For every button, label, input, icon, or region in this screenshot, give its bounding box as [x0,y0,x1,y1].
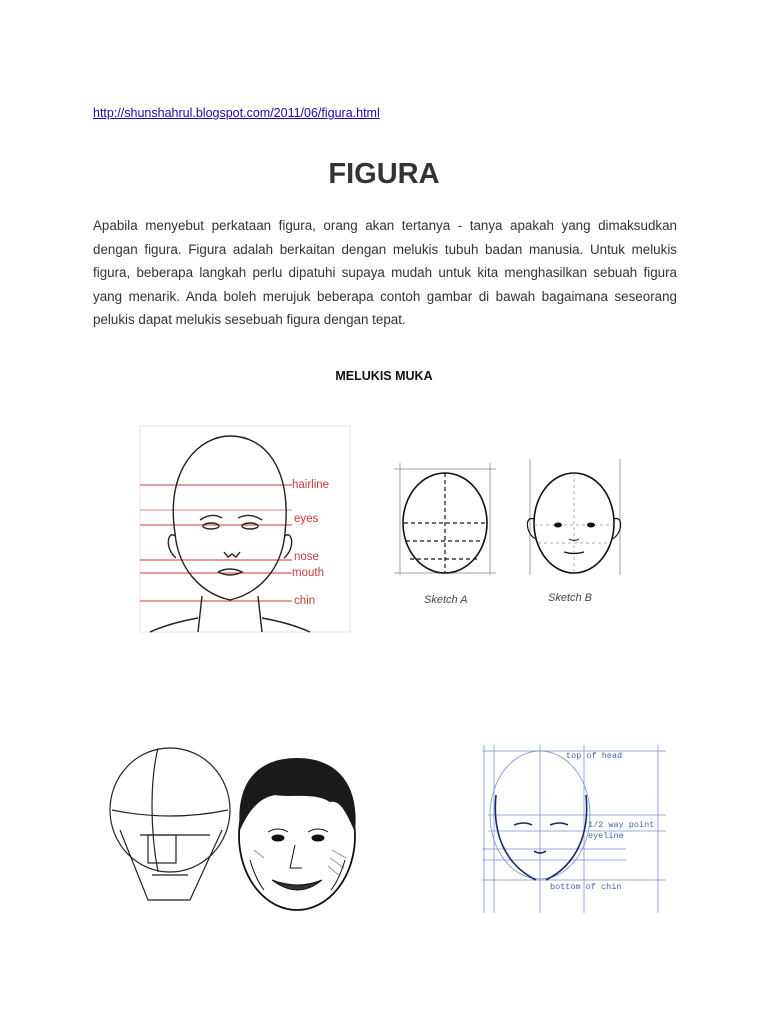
label-sketch-b: Sketch B [548,592,593,604]
label-eyeline: eyeline [588,831,624,841]
label-chin: chin [294,595,316,607]
figure-blue-proportions [476,745,666,915]
intro-paragraph: Apabila menyebut perkataan figura, orang akan tertanya - tanya apakah yang dimaksudkan dengan figura. Figura adalah berkaitan dengan melukis tubuh badan manusia. Untuk melukis figura, beberapa langkah perlu dipatuhi supaya mudah untuk kita menghasilkan sebuah figura yang menarik. Anda boleh merujuk beberapa contoh gambar di bawah bagaimana seseorang pelukis dapat melukis sesebuah figura dengan tepat. [93,218,677,328]
label-eyes: eyes [294,513,319,525]
label-half-way-point: 1/2 way point [588,820,655,830]
section-heading: MELUKIS MUKA [335,369,433,383]
label-top-of-head: top of head [566,751,623,761]
figure-head-construction [100,740,365,920]
label-nose: nose [294,551,319,563]
label-sketch-a: Sketch A [424,594,468,606]
source-link[interactable]: http://shunshahrul.blogspot.com/2011/06/figura.html [93,106,380,120]
label-mouth: mouth [292,567,324,579]
label-hairline: hairline [292,479,330,491]
figure-head-proportions [120,418,360,638]
label-bottom-of-chin: bottom of chin [550,882,622,892]
figure-sketches [388,455,648,610]
shaded-face-illustration [239,758,356,910]
page-title: FIGURA [328,158,440,190]
